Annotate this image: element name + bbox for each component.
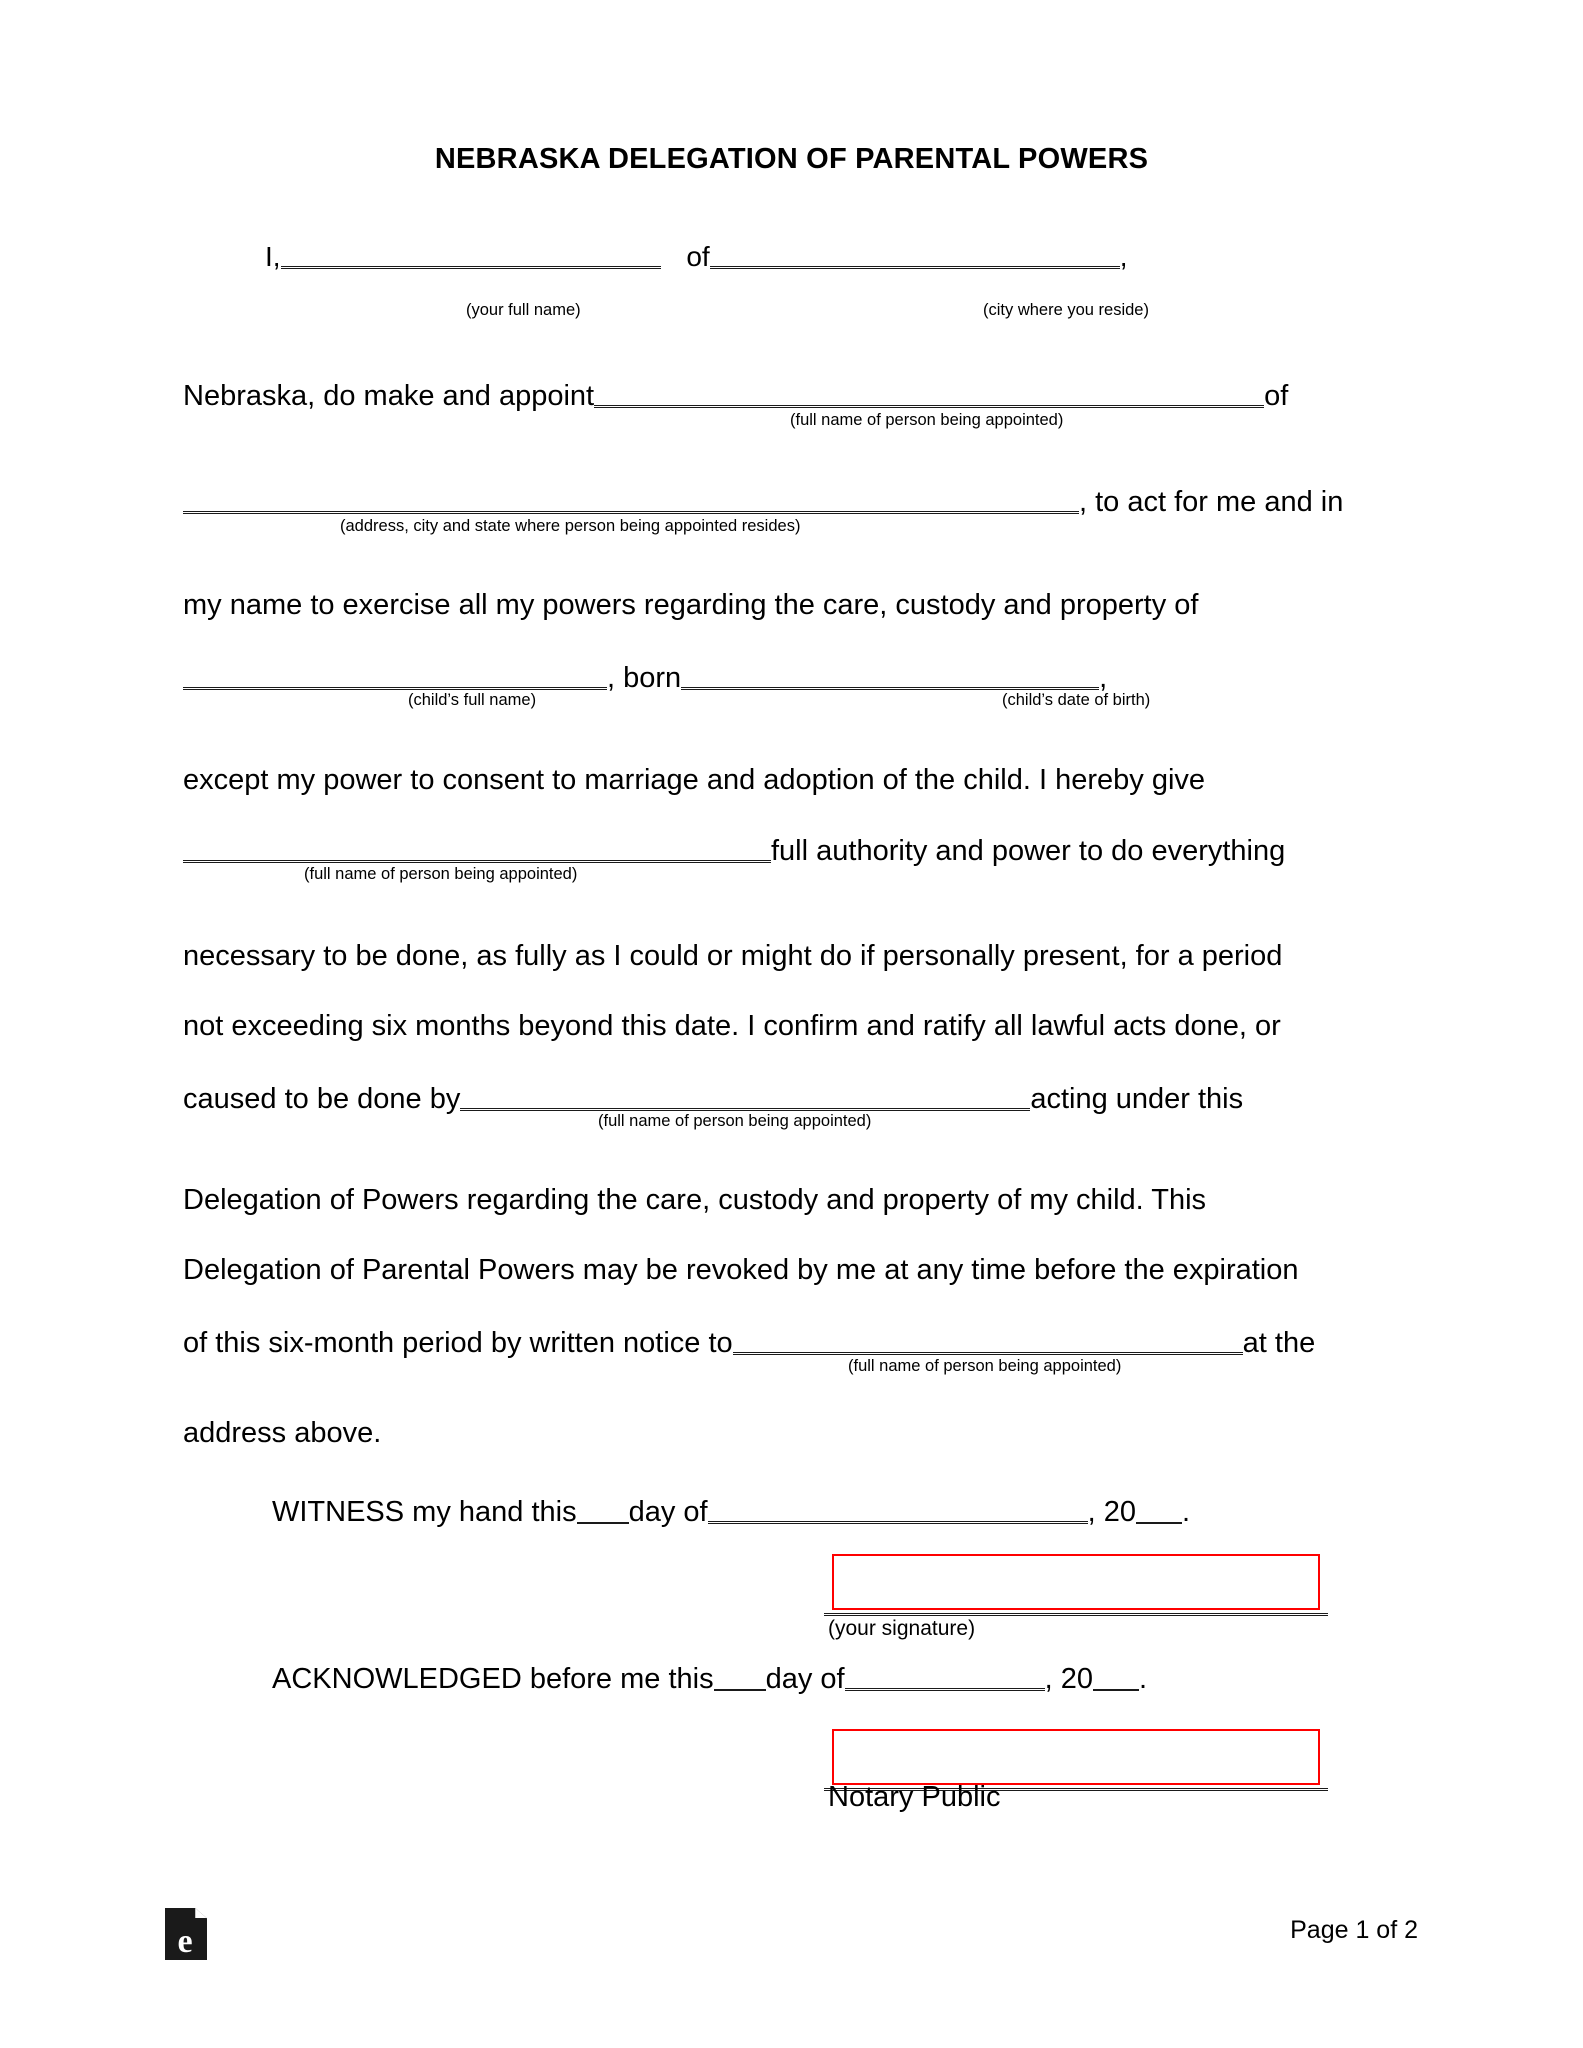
appointee-address-blank[interactable]: [183, 484, 1079, 514]
caption-city: (city where you reside): [983, 301, 1149, 319]
child-dob-blank[interactable]: [681, 660, 1099, 690]
paragraph-line3-trail: acting under this: [1030, 1082, 1244, 1115]
address-trailing-text: , to act for me and in: [1079, 485, 1344, 518]
acknowledged-day-of: day of: [765, 1662, 845, 1695]
witness-day-of: day of: [628, 1495, 708, 1528]
caption-child-full-name: (child’s full name): [408, 691, 537, 709]
signature-input-box[interactable]: [832, 1554, 1320, 1610]
except-line: except my power to consent to marriage and adoption of the child. I hereby give: [183, 764, 1206, 796]
acknowledged-period: .: [1138, 1662, 1148, 1695]
paragraph-line3-lead: caused to be done by: [183, 1082, 461, 1115]
signature-field[interactable]: [832, 1554, 1320, 1610]
notary-signature-field[interactable]: [832, 1729, 1320, 1785]
appoint-line: [183, 378, 1288, 411]
child-full-name-blank[interactable]: [183, 660, 607, 690]
page-number: Page 1 of 2: [1290, 1916, 1418, 1944]
caption-appointee-1: (full name of person being appointed): [790, 411, 1064, 429]
caption-child-dob: (child’s date of birth): [1002, 691, 1151, 709]
witness-line: [272, 1494, 1190, 1527]
appointee-name-blank-2[interactable]: [183, 833, 771, 863]
intro-trailing-comma: ,: [1119, 240, 1128, 272]
paragraph-line-3: [183, 1081, 1243, 1114]
notary-input-box[interactable]: [832, 1729, 1320, 1785]
intro-i-label: I,: [265, 240, 281, 272]
paragraph-line-4: Delegation of Powers regarding the care, custody and property of my child. This: [183, 1184, 1207, 1216]
acknowledged-line: [272, 1661, 1147, 1694]
address-line: [183, 484, 1343, 517]
appoint-trailing-of: of: [1264, 379, 1289, 412]
caption-appointee-4: (full name of person being appointed): [848, 1357, 1122, 1375]
paragraph-line-6: [183, 1325, 1315, 1358]
your-full-name-blank[interactable]: [281, 240, 661, 269]
caption-your-signature: (your signature): [828, 1617, 976, 1640]
paragraph-line-7: address above.: [183, 1417, 382, 1449]
city-blank[interactable]: [710, 240, 1120, 269]
eforms-logo: [165, 1908, 207, 1960]
acknowledged-year-prefix: , 20: [1044, 1662, 1093, 1695]
paragraph-line6-lead: of this six-month period by written notice to: [183, 1326, 733, 1359]
witness-period: .: [1181, 1495, 1191, 1528]
authority-line: [183, 833, 1285, 866]
caption-appointee-address: (address, city and state where person being appointed resides): [340, 517, 801, 535]
eforms-logo-letter: e: [177, 1923, 193, 1960]
witness-lead: WITNESS my hand this: [272, 1495, 577, 1528]
appointee-name-blank-3[interactable]: [460, 1081, 1030, 1111]
child-line: [183, 660, 1107, 693]
caption-your-full-name: (your full name): [466, 301, 581, 319]
witness-month-blank[interactable]: [708, 1494, 1088, 1524]
witness-year-blank[interactable]: [1136, 1495, 1182, 1524]
signature-underline: [824, 1613, 1328, 1616]
appoint-lead-text: Nebraska, do make and appoint: [183, 379, 595, 412]
witness-day-blank[interactable]: [577, 1495, 629, 1524]
paragraph-line6-trail: at the: [1242, 1326, 1316, 1359]
page-title: NEBRASKA DELEGATION OF PARENTAL POWERS: [434, 143, 1149, 175]
notary-public-label: Notary Public: [828, 1781, 1001, 1813]
acknowledged-lead: ACKNOWLEDGED before me this: [272, 1662, 714, 1695]
page-fold-icon: [195, 1908, 207, 1918]
appointee-name-blank-1[interactable]: [594, 378, 1264, 408]
paragraph-line-1: necessary to be done, as fully as I could or might do if personally present, for a period: [183, 940, 1283, 972]
caption-appointee-2: (full name of person being appointed): [304, 865, 578, 883]
authority-trailing-text: full authority and power to do everything: [771, 834, 1286, 867]
appointee-name-blank-4[interactable]: [733, 1325, 1243, 1355]
powers-line: my name to exercise all my powers regarding the care, custody and property of: [183, 589, 1199, 621]
acknowledged-day-blank[interactable]: [714, 1662, 766, 1691]
caption-appointee-3: (full name of person being appointed): [598, 1112, 872, 1130]
acknowledged-year-blank[interactable]: [1093, 1662, 1139, 1691]
child-comma-born: , born: [607, 661, 682, 694]
child-trailing-comma: ,: [1099, 661, 1108, 694]
paragraph-line-5: Delegation of Parental Powers may be revoked by me at any time before the expiration: [183, 1254, 1299, 1286]
acknowledged-month-blank[interactable]: [845, 1661, 1045, 1691]
witness-year-prefix: , 20: [1087, 1495, 1136, 1528]
paragraph-line-2: not exceeding six months beyond this date. I confirm and ratify all lawful acts done, or: [183, 1010, 1281, 1042]
intro-line: [265, 240, 1127, 271]
intro-of-label: of: [686, 240, 710, 272]
